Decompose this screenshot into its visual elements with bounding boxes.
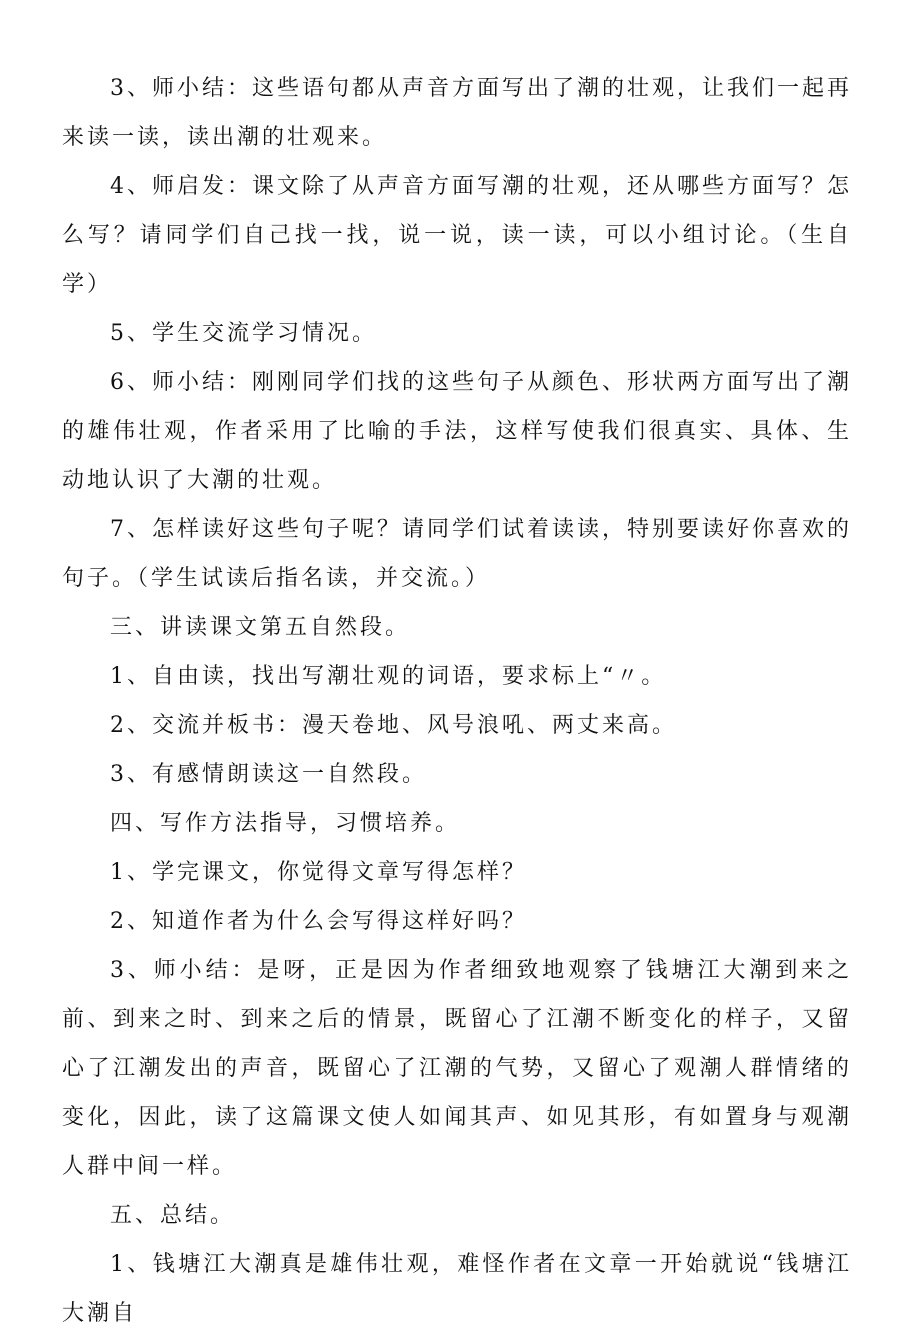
- document-body: [62, 64, 852, 1338]
- paragraph-student-exchange: 5、学生交流学习情况。: [110, 321, 377, 346]
- paragraph-summary-observation: 3、师小结：是呀，正是因为作者细致地观察了钱塘江大潮到来之前、到来之时、到来之后的情景，既留心了江潮不断变化的样子，又留心了江潮发出的声音，既留心了江潮的气势，又留心了观潮人群情绪的变化，因此，读了这篇课文使人如闻其声、如见其形，有如置身与观潮人群中间一样。: [62, 958, 852, 1179]
- paragraph-conclusion: 1、钱塘江大潮真是雄伟壮观，难怪作者在文章一开始就说“钱塘江大潮自: [62, 1252, 852, 1326]
- section-heading-three: 三、讲读课文第五自然段。: [110, 615, 411, 640]
- paragraph-question-two: 2、知道作者为什么会写得这样好吗？: [110, 909, 527, 934]
- paragraph-blackboard: 2、交流并板书：漫天卷地、风号浪吼、两丈来高。: [110, 713, 677, 738]
- paragraph-emotional-reading: 3、有感情朗读这一自然段。: [110, 762, 427, 787]
- paragraph-question-one: 1、学完课文，你觉得文章写得怎样？: [110, 860, 527, 885]
- section-heading-five: 五、总结。: [110, 1203, 236, 1228]
- paragraph-teacher-prompt: 4、师启发：课文除了从声音方面写潮的壮观，还从哪些方面写？怎么写？请同学们自己找一找，说一说，读一读，可以小组讨论。（生自学）: [62, 174, 852, 297]
- paragraph-summary-sound: 3、师小结：这些语句都从声音方面写出了潮的壮观，让我们一起再来读一读，读出潮的壮观来。: [62, 76, 852, 150]
- paragraph-free-reading: 1、自由读，找出写潮壮观的词语，要求标上“〃。: [110, 664, 667, 689]
- paragraph-summary-color-shape: 6、师小结：刚刚同学们找的这些句子从颜色、形状两方面写出了潮的雄伟壮观，作者采用了比喻的手法，这样写使我们很真实、具体、生动地认识了大潮的壮观。: [62, 370, 852, 493]
- section-heading-four: 四、写作方法指导，习惯培养。: [110, 811, 461, 836]
- paragraph-reading-practice: 7、怎样读好这些句子呢？请同学们试着读读，特别要读好你喜欢的句子。（学生试读后指名读，并交流。）: [62, 517, 852, 591]
